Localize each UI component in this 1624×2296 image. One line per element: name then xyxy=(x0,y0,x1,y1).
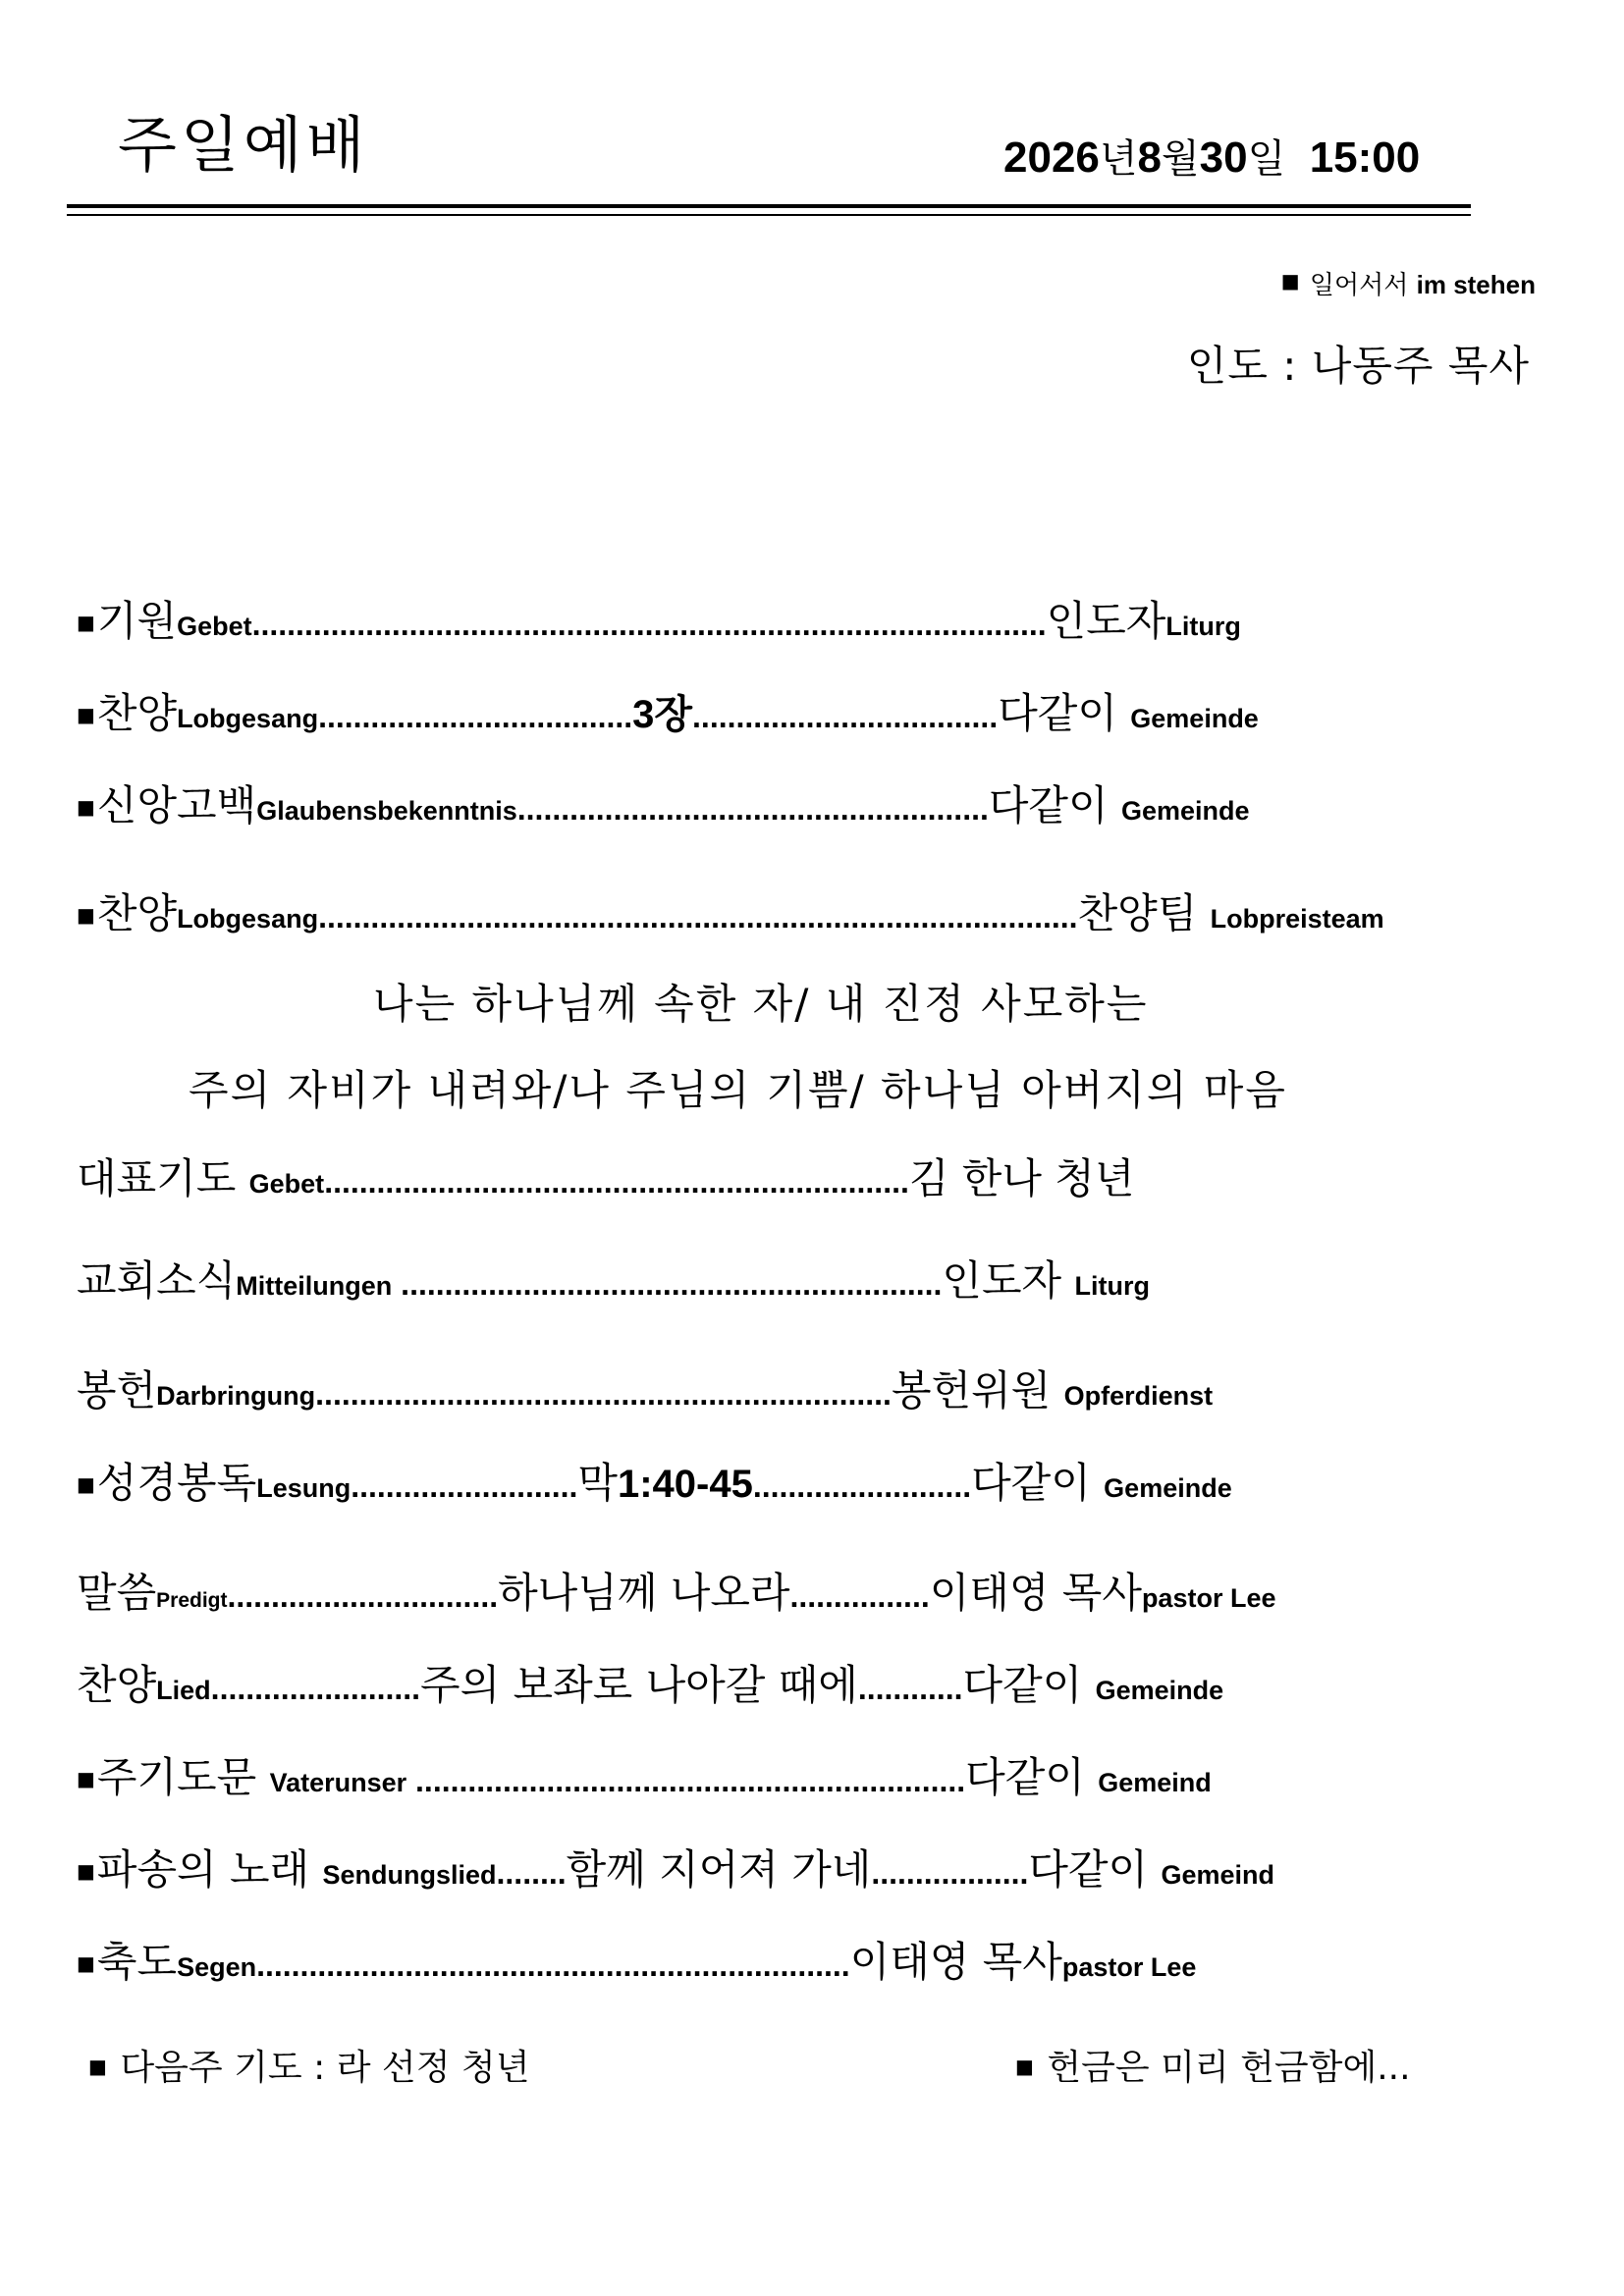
item-title-de: Gebet xyxy=(177,612,252,641)
order-item-scripture-reading xyxy=(77,1451,1232,1510)
date-year: 2026 xyxy=(1003,133,1100,182)
date-time: 15:00 xyxy=(1309,133,1421,182)
song-lyric-line: 주의 자비가 내려와/나 주님의 기쁨/ 하나님 아버지의 마음 xyxy=(189,1066,1287,1114)
item-title-ko: 찬양 xyxy=(77,1661,157,1709)
order-item-lords-prayer xyxy=(77,1745,1212,1804)
item-person-de: Gemeinde xyxy=(1104,1473,1232,1503)
standing-note-de: im stehen xyxy=(1416,270,1536,299)
dot-leader: .................................................................... xyxy=(256,1948,850,1983)
item-person-ko: 다같이 xyxy=(1028,1845,1149,1894)
bullet-icon: ■ xyxy=(77,611,95,634)
dot-leader: .................................... xyxy=(318,699,633,734)
item-person-ko: 인도자 xyxy=(1046,597,1166,645)
item-title-de: Gebet xyxy=(248,1169,325,1199)
item-title-ko: 봉헌 xyxy=(77,1366,157,1415)
dot-leader: ............................................................... xyxy=(406,1763,966,1798)
dot-leader: .............................................................. xyxy=(392,1266,943,1302)
dot-leader: ............ xyxy=(857,1671,963,1706)
order-item-invocation xyxy=(77,589,1241,648)
dot-leader: ................................................................... xyxy=(324,1164,909,1200)
order-item-representative-prayer xyxy=(77,1147,1134,1205)
item-title-ko: 축도 xyxy=(96,1938,178,1986)
bullet-icon: ■ xyxy=(77,703,95,726)
next-week-prayer-text: 다음주 기도 : 라 선정 청년 xyxy=(120,2048,530,2088)
bullet-icon: ■ xyxy=(77,1767,95,1790)
item-title-ko: 기원 xyxy=(96,597,178,645)
dot-leader: ........................ xyxy=(210,1671,421,1706)
service-date xyxy=(1003,128,1420,184)
dot-leader: ................ xyxy=(789,1578,930,1614)
item-title-de: Lobgesang xyxy=(177,704,319,733)
page-title: 주일예배 xyxy=(118,109,369,181)
bullet-icon: ■ xyxy=(77,903,95,927)
order-item-hymn-2 xyxy=(77,881,1384,940)
item-middle-ko: 함께 지어져 가네 xyxy=(566,1845,872,1894)
item-middle: 3장 xyxy=(632,693,693,736)
order-item-hymn-1 xyxy=(77,681,1259,740)
item-person-de: Lobpreisteam xyxy=(1210,904,1384,934)
item-title-ko: 대표기도 xyxy=(77,1154,237,1202)
dot-leader: ........ xyxy=(496,1855,567,1891)
standing-note-ko: 일어서서 xyxy=(1309,271,1409,300)
header-rule-thin xyxy=(67,214,1471,216)
item-title-ko: 성경봉독 xyxy=(96,1459,257,1507)
dot-leader: ........................................................................................... xyxy=(251,607,1047,642)
order-item-sending-song xyxy=(77,1838,1274,1896)
item-title-de: Lobgesang xyxy=(177,904,319,934)
item-title-de: Segen xyxy=(177,1952,257,1982)
order-item-offering xyxy=(77,1359,1213,1417)
header-rule-thick xyxy=(67,204,1471,208)
item-title-de: Vaterunser xyxy=(269,1768,407,1797)
item-title-de: Sendungslied xyxy=(322,1860,497,1890)
item-person-de: pastor Lee xyxy=(1141,1583,1276,1613)
item-title-de: Glaubensbekenntnis xyxy=(256,796,517,826)
item-title-ko: 파송의 노래 xyxy=(96,1845,310,1894)
item-title-ko: 주기도문 xyxy=(96,1753,257,1801)
dot-leader: ...................................................... xyxy=(516,791,989,827)
item-person-ko: 다같이 xyxy=(998,689,1117,737)
standing-note xyxy=(1281,265,1536,301)
dot-leader: .................................................................. xyxy=(315,1376,892,1412)
item-person-de: Gemeinde xyxy=(1120,796,1250,826)
item-title-ko: 찬양 xyxy=(96,689,178,737)
date-day-suffix: 일 xyxy=(1247,136,1286,182)
date-month-suffix: 월 xyxy=(1162,136,1200,182)
item-person-ko: 이태영 목사 xyxy=(929,1569,1142,1617)
song-lyric-line: 나는 하나님께 속한 자/ 내 진정 사모하는 xyxy=(373,980,1149,1028)
item-person-ko: 다같이 xyxy=(965,1753,1085,1801)
item-person-ko: 이태영 목사 xyxy=(849,1938,1062,1986)
item-person-ko: 찬양팀 xyxy=(1077,889,1198,937)
service-leader: 인도 : 나동주 목사 xyxy=(1186,342,1530,390)
item-person-de: Liturg xyxy=(1165,612,1241,641)
bullet-icon: ■ xyxy=(1015,2055,1034,2078)
date-day: 30 xyxy=(1199,133,1248,182)
item-person-ko: 다같이 xyxy=(971,1459,1091,1507)
dot-leader: .......................... xyxy=(351,1468,578,1504)
dot-leader: ......................... xyxy=(752,1468,972,1504)
bullet-icon: ■ xyxy=(1280,269,1300,293)
item-title-ko: 말씀 xyxy=(77,1569,157,1617)
item-title-de: Lied xyxy=(156,1676,211,1705)
item-title-de: Darbringung xyxy=(156,1381,316,1411)
item-person-ko: 봉헌위원 xyxy=(891,1366,1052,1415)
next-week-prayer-note xyxy=(88,2040,529,2090)
dot-leader: ....................................................................................... xyxy=(318,899,1078,934)
item-person-de: Gemeinde xyxy=(1130,704,1259,733)
item-middle: 1:40-45 xyxy=(617,1463,753,1506)
bullet-icon: ■ xyxy=(77,1472,95,1496)
date-month: 8 xyxy=(1137,133,1163,182)
item-person-ko: 김 한나 청년 xyxy=(908,1154,1135,1202)
item-title-ko: 교회소식 xyxy=(77,1256,237,1305)
dot-leader: ............................... xyxy=(227,1578,499,1614)
item-middle-ko: 주의 보좌로 나아갈 때에 xyxy=(420,1661,858,1709)
order-item-creed xyxy=(77,774,1249,832)
item-title-de: Predigt xyxy=(156,1589,228,1612)
item-title-ko: 신앙고백 xyxy=(96,781,257,829)
dot-leader: ................................... xyxy=(692,699,999,734)
item-middle-ko: 하나님께 나오라 xyxy=(498,1569,790,1617)
item-person-de: Gemeind xyxy=(1161,1860,1274,1890)
bullet-icon: ■ xyxy=(77,795,95,819)
order-item-benediction xyxy=(77,1930,1196,1989)
offering-note-text: 헌금은 미리 헌금함에... xyxy=(1047,2048,1411,2088)
bullet-icon: ■ xyxy=(88,2055,107,2078)
item-person-ko: 다같이 xyxy=(962,1661,1083,1709)
item-person-ko: 다같이 xyxy=(988,781,1109,829)
bullet-icon: ■ xyxy=(77,1859,95,1883)
item-title-ko: 찬양 xyxy=(96,889,178,937)
item-middle-ko: 막 xyxy=(577,1459,618,1507)
order-item-song xyxy=(77,1653,1223,1712)
item-title-de: Mitteilungen xyxy=(236,1271,393,1301)
dot-leader: .................. xyxy=(871,1855,1029,1891)
item-person-de: pastor Lee xyxy=(1061,1952,1197,1982)
date-year-suffix: 년 xyxy=(1099,136,1138,182)
item-person-ko: 인도자 xyxy=(942,1256,1062,1305)
item-person-de: Liturg xyxy=(1074,1271,1150,1301)
order-item-sermon xyxy=(77,1561,1275,1620)
item-title-de: Lesung xyxy=(256,1473,352,1503)
item-person-de: Opferdienst xyxy=(1063,1381,1214,1411)
bullet-icon: ■ xyxy=(77,1951,95,1975)
item-person-de: Gemeinde xyxy=(1095,1676,1224,1705)
item-person-de: Gemeind xyxy=(1098,1768,1212,1797)
order-item-announcements xyxy=(77,1249,1150,1308)
offering-note xyxy=(1015,2040,1411,2090)
